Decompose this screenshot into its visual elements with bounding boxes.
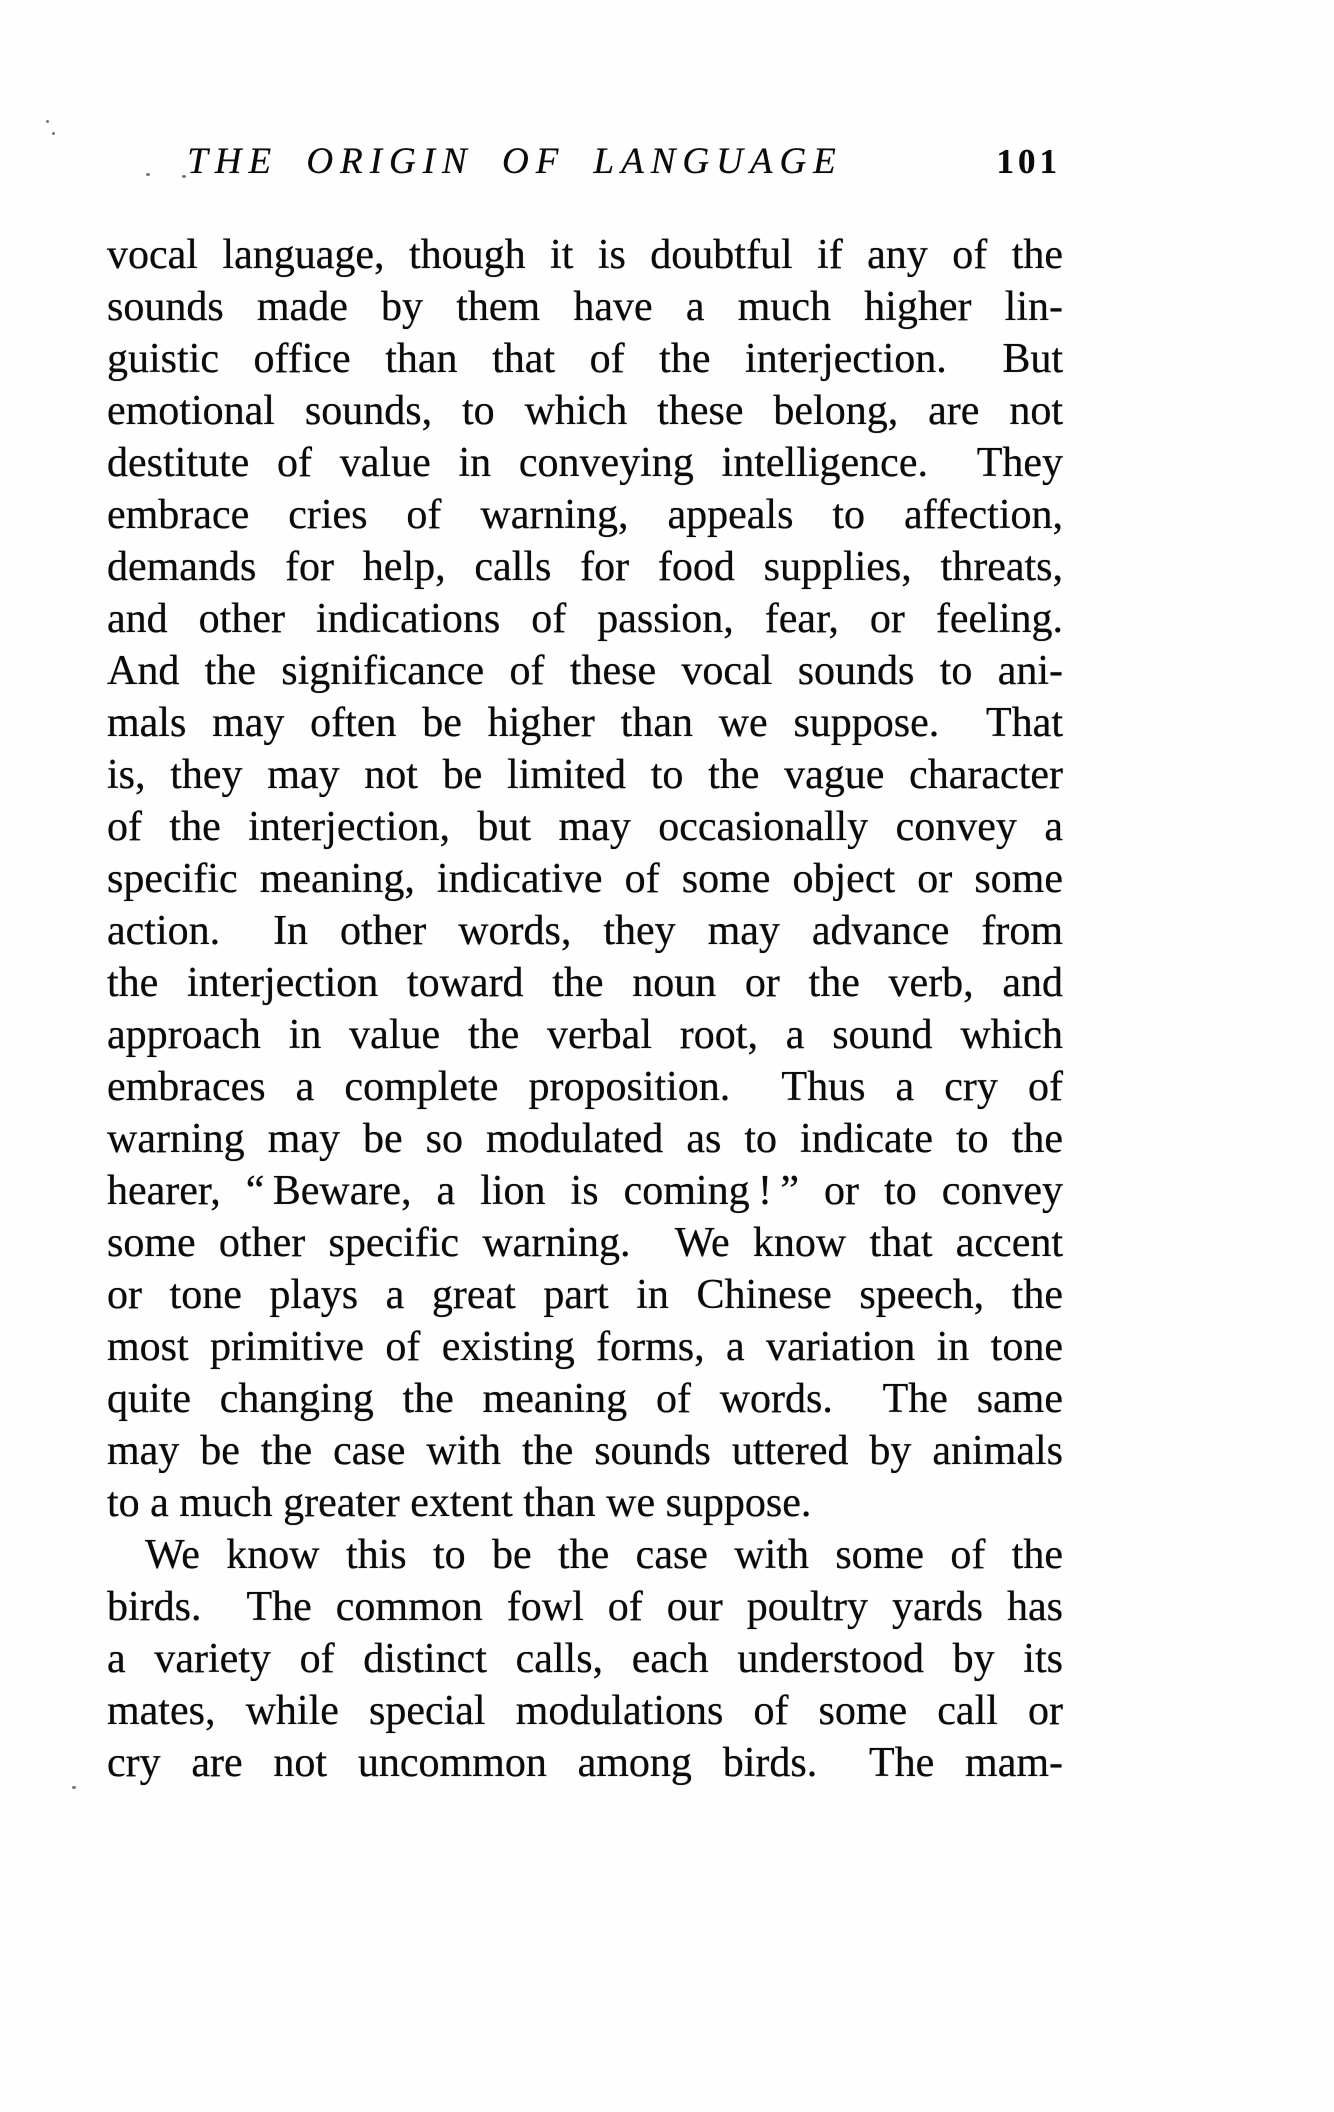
text-line: mates, while special modulations of some call or: [107, 1688, 1063, 1734]
scan-artifact: [52, 132, 55, 135]
text-line: the interjection toward the noun or the verb, and: [107, 960, 1063, 1006]
text-line: some other specific warning. We know that accent: [107, 1220, 1063, 1266]
text-line: may be the case with the sounds uttered by animals: [107, 1428, 1063, 1474]
body-text: [107, 229, 1063, 1789]
text-line: emotional sounds, to which these belong, are not: [107, 388, 1063, 434]
text-line: demands for help, calls for food supplies, threats,: [107, 544, 1063, 590]
text-line: specific meaning, indicative of some object or some: [107, 856, 1063, 902]
text-line: sounds made by them have a much higher lin-: [107, 284, 1063, 330]
text-line: a variety of distinct calls, each understood by its: [107, 1636, 1063, 1682]
text-line: or tone plays a great part in Chinese speech, the: [107, 1272, 1063, 1318]
text-line: We know this to be the case with some of the: [145, 1532, 1063, 1578]
text-line: is, they may not be limited to the vague character: [107, 752, 1063, 798]
text-line: embraces a complete proposition. Thus a cry of: [107, 1064, 1063, 1110]
text-line: And the significance of these vocal sounds to ani-: [107, 648, 1063, 694]
text-line: action. In other words, they may advance from: [107, 908, 1063, 954]
page-number: 101: [996, 142, 1061, 181]
text-line: mals may often be higher than we suppose. That: [107, 700, 1063, 746]
text-line: hearer, “ Beware, a lion is coming ! ” or to convey: [107, 1168, 1063, 1214]
text-line: and other indications of passion, fear, or feeling.: [107, 596, 1063, 642]
text-line: most primitive of existing forms, a variation in tone: [107, 1324, 1063, 1370]
text-line: embrace cries of warning, appeals to affection,: [107, 492, 1063, 538]
text-line: warning may be so modulated as to indicate to the: [107, 1116, 1063, 1162]
scan-artifact: [72, 1786, 76, 1789]
text-line: vocal language, though it is doubtful if any of the: [107, 232, 1063, 278]
text-line: birds. The common fowl of our poultry yards has: [107, 1584, 1063, 1630]
text-line: to a much greater extent than we suppose.: [107, 1480, 812, 1526]
text-line: cry are not uncommon among birds. The mam-: [107, 1740, 1063, 1786]
text-line: of the interjection, but may occasionally convey a: [107, 804, 1063, 850]
scan-artifact: [46, 120, 49, 123]
text-line: guistic office than that of the interjection. But: [107, 336, 1063, 382]
text-line: approach in value the verbal root, a sound which: [107, 1012, 1063, 1058]
text-line: quite changing the meaning of words. The same: [107, 1376, 1063, 1422]
running-title: THE ORIGIN OF LANGUAGE: [187, 141, 843, 182]
running-head: [107, 140, 1063, 188]
text-line: destitute of value in conveying intelligence. They: [107, 440, 1063, 486]
